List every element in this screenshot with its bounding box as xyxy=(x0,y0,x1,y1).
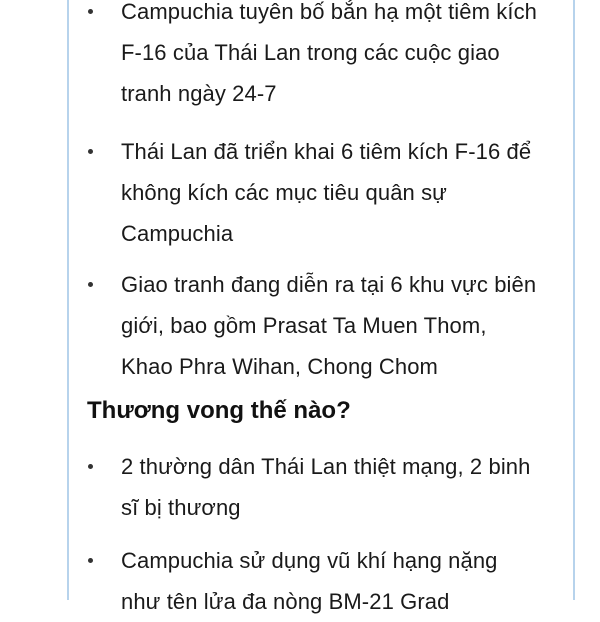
list-item xyxy=(121,131,541,254)
list-item-text: Campuchia tuyên bố bắn hạ một tiêm kích F-16 của Thái Lan trong các cuộc giao tranh ngày 24-7 xyxy=(121,0,538,106)
bullet-dot-icon xyxy=(88,558,93,563)
list-item-text: Campuchia sử dụng vũ khí hạng nặng như tên lửa đa nòng BM-21 Grad xyxy=(121,548,498,614)
bullet-dot-icon xyxy=(88,9,93,14)
content-border-right xyxy=(573,0,575,600)
bullet-dot-icon xyxy=(88,282,93,287)
list-item-text: Thái Lan đã triển khai 6 tiêm kích F-16 để không kích các mục tiêu quân sự Campuchia xyxy=(121,139,532,246)
list-item xyxy=(121,0,541,114)
bullet-dot-icon xyxy=(88,149,93,154)
bullet-list-casualties xyxy=(0,446,541,622)
bullet-dot-icon xyxy=(88,464,93,469)
list-item xyxy=(121,540,541,622)
list-item-text: 2 thường dân Thái Lan thiệt mạng, 2 binh sĩ bị thương xyxy=(121,454,531,520)
section-heading: Thương vong thế nào? xyxy=(87,397,351,424)
list-item xyxy=(121,446,541,528)
list-item-text: Giao tranh đang diễn ra tại 6 khu vực biên giới, bao gồm Prasat Ta Muen Thom, Khao Phra Wihan, Chong Chom xyxy=(121,272,537,379)
list-item xyxy=(121,264,541,387)
